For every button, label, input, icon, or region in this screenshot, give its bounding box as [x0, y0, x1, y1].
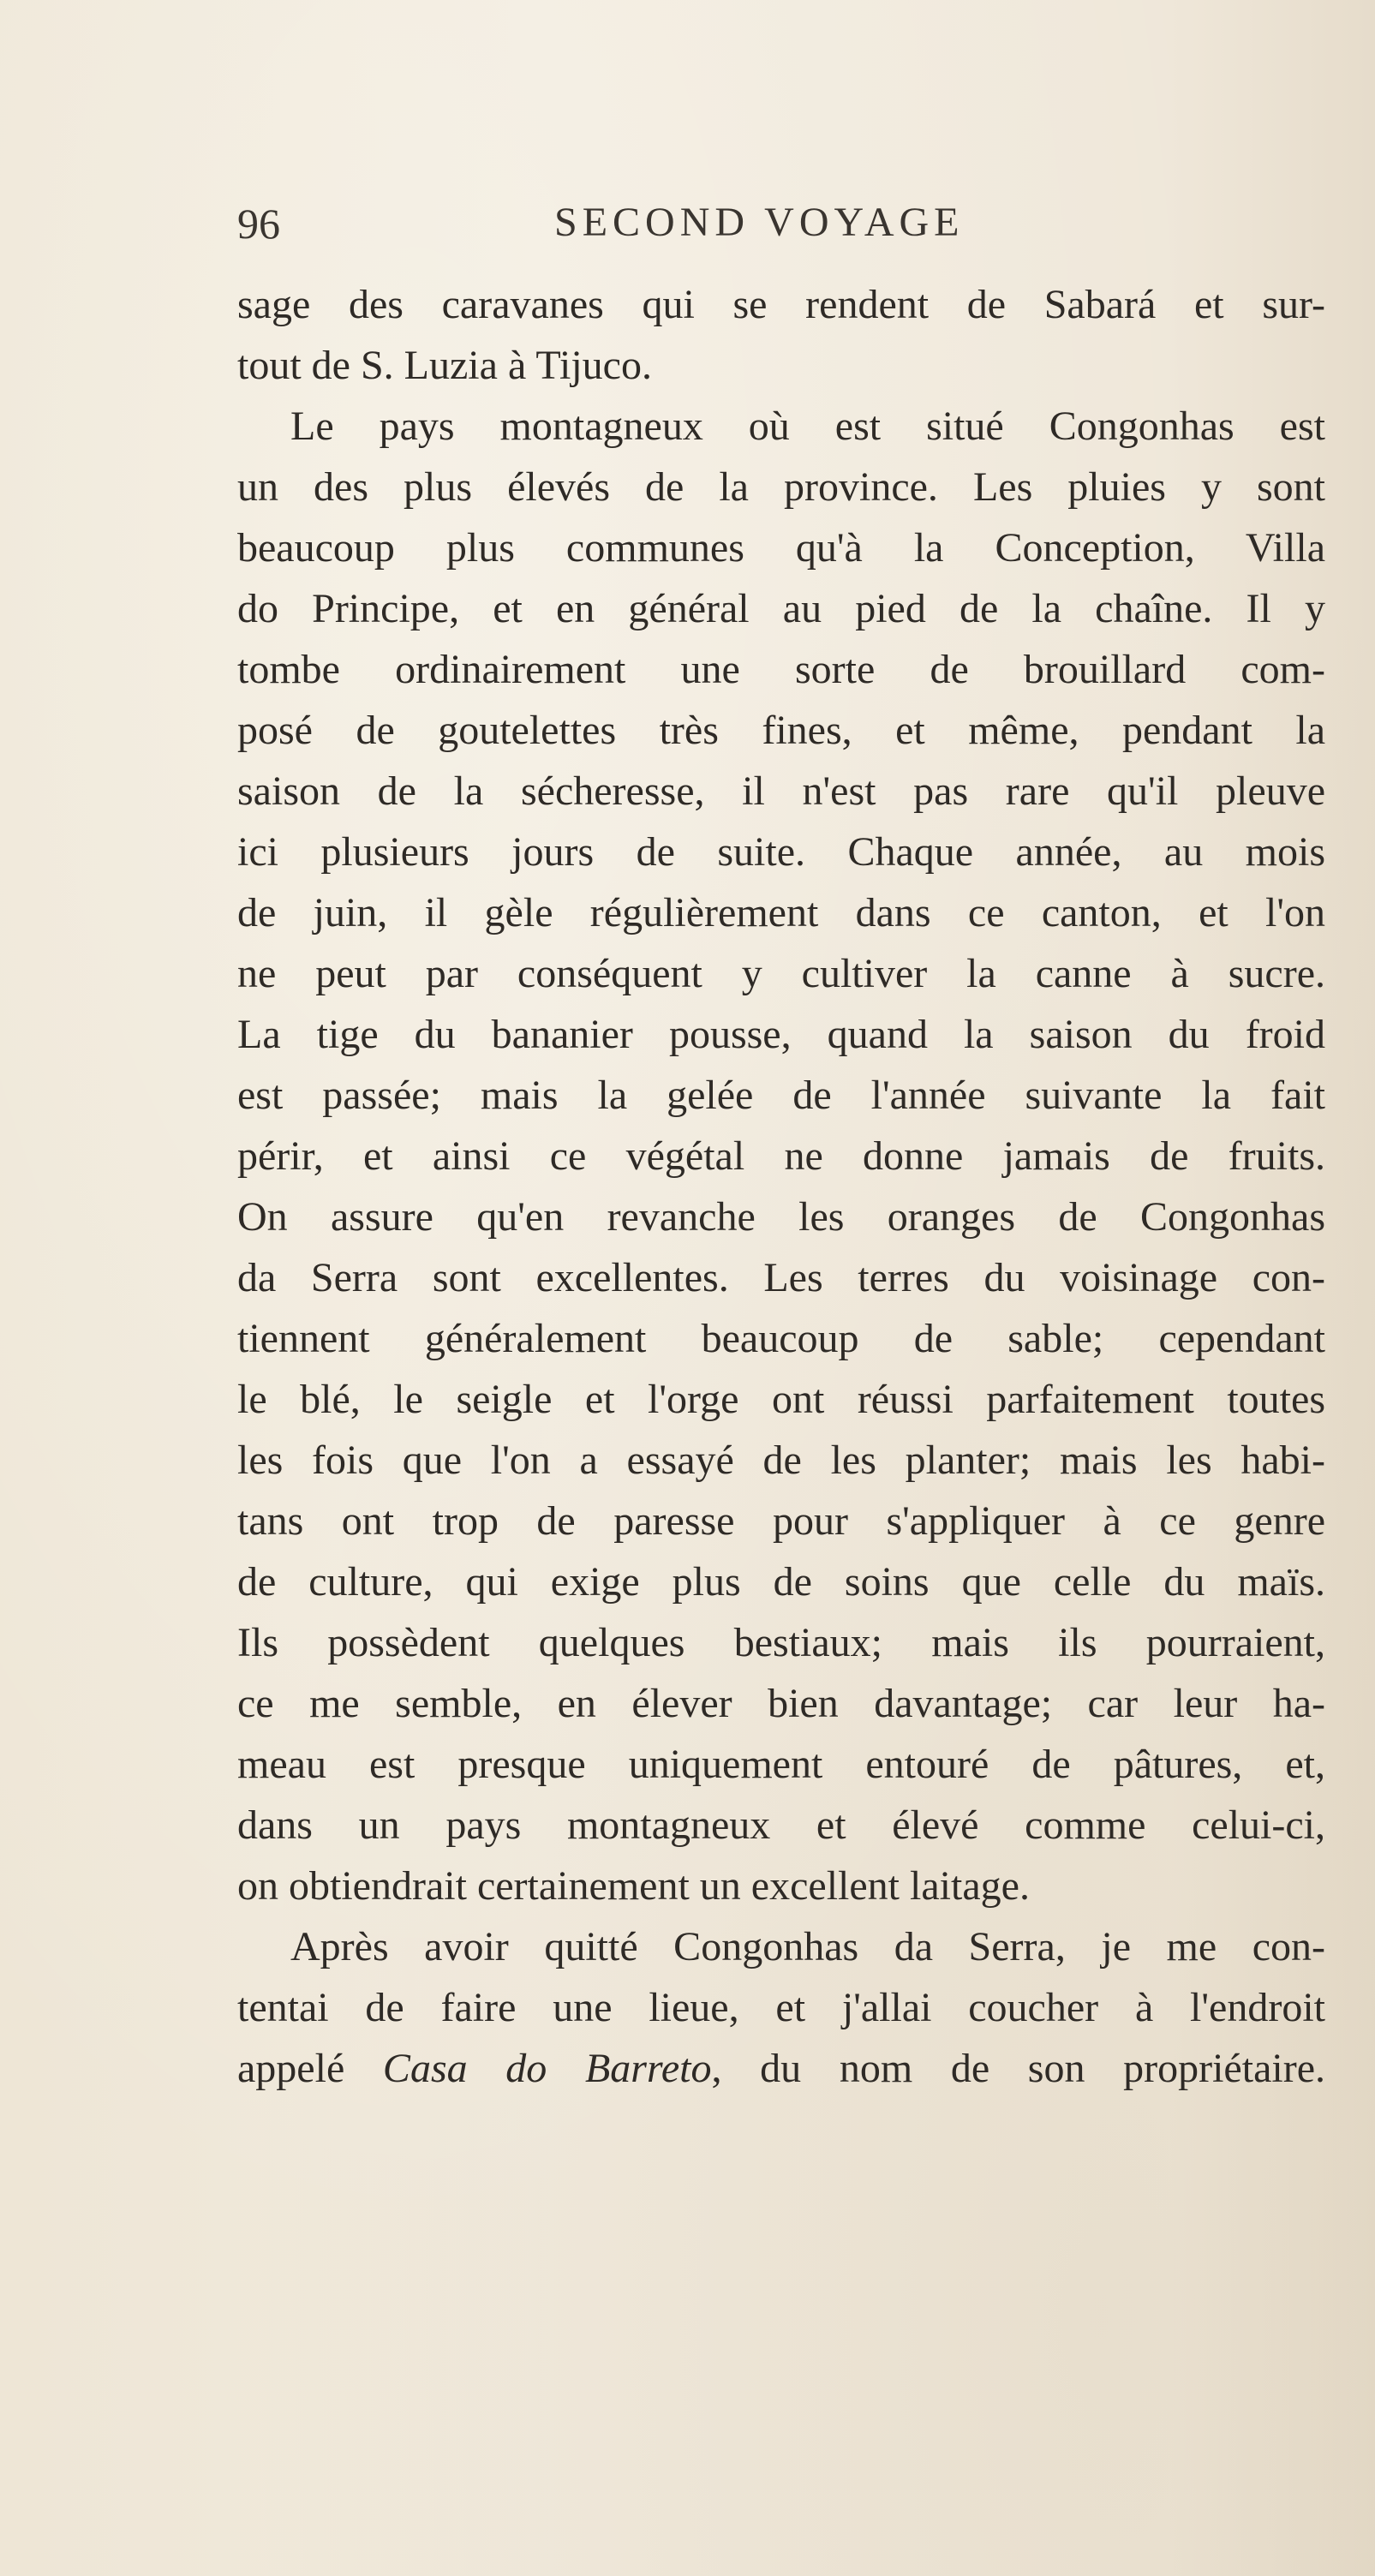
text-line: saison de la sécheresse, il n'est pas rare qu'il pleuve — [237, 768, 1325, 814]
text-line: da Serra sont excellentes. Les terres du voisinage con- — [237, 1255, 1325, 1300]
text-line: tombe ordinairement une sorte de brouillard com- — [237, 647, 1325, 692]
text-line: posé de goutelettes très fines, et même, pendant la — [237, 708, 1325, 753]
text-line: meau est presque uniquement entouré de pâtures, et, — [237, 1742, 1325, 1787]
text-line: de juin, il gèle régulièrement dans ce canton, et l'on — [237, 890, 1325, 935]
page-number: 96 — [237, 200, 280, 248]
text-line: on obtiendrait certainement un excellent laitage. — [237, 1863, 1030, 1909]
text-line: La tige du bananier pousse, quand la saison du froid — [237, 1012, 1325, 1057]
text-line: On assure qu'en revanche les oranges de Congonhas — [237, 1194, 1325, 1240]
final-text-line — [237, 2038, 1325, 2099]
text-line: sage des caravanes qui se rendent de Sabará et sur- — [237, 282, 1325, 327]
paragraph-start-line: Après avoir quitté Congonhas da Serra, je me con- — [290, 1924, 1325, 1969]
text-line: Ils possèdent quelques bestiaux; mais ils pourraient, — [237, 1620, 1325, 1665]
page-header — [237, 199, 1325, 259]
text-fragment: , du nom de son propriétaire. — [711, 2046, 1325, 2091]
body-text — [237, 274, 1325, 2099]
text-line: tout de S. Luzia à Tijuco. — [237, 343, 652, 388]
text-line: tiennent généralement beaucoup de sable; cependant — [237, 1316, 1325, 1361]
text-line: de culture, qui exige plus de soins que celle du maïs. — [237, 1559, 1325, 1605]
text-line: ce me semble, en élever bien davantage; car leur ha- — [237, 1681, 1325, 1726]
text-line: beaucoup plus communes qu'à la Conception, Villa — [237, 525, 1325, 571]
text-line: le blé, le seigle et l'orge ont réussi parfaitement toutes — [237, 1377, 1325, 1422]
text-fragment: appelé — [237, 2046, 383, 2091]
text-line: tans ont trop de paresse pour s'appliquer à ce genre — [237, 1498, 1325, 1544]
text-line: do Principe, et en général au pied de la chaîne. Il y — [237, 586, 1325, 631]
running-head: SECOND VOYAGE — [554, 200, 965, 245]
text-line: ne peut par conséquent y cultiver la canne à sucre. — [237, 951, 1325, 996]
text-line: est passée; mais la gelée de l'année suivante la fait — [237, 1073, 1325, 1118]
text-line: un des plus élevés de la province. Les pluies y sont — [237, 464, 1325, 510]
text-line: dans un pays montagneux et élevé comme celui-ci, — [237, 1802, 1325, 1848]
italic-place-name: Casa do Barreto — [382, 2046, 712, 2091]
text-line: ici plusieurs jours de suite. Chaque année, au mois — [237, 829, 1325, 875]
text-line: périr, et ainsi ce végétal ne donne jamais de fruits. — [237, 1133, 1325, 1179]
text-line: les fois que l'on a essayé de les planter; mais les habi- — [237, 1437, 1325, 1483]
text-line: tentai de faire une lieue, et j'allai coucher à l'endroit — [237, 1985, 1325, 2030]
paragraph-start-line: Le pays montagneux où est situé Congonhas est — [290, 403, 1325, 449]
